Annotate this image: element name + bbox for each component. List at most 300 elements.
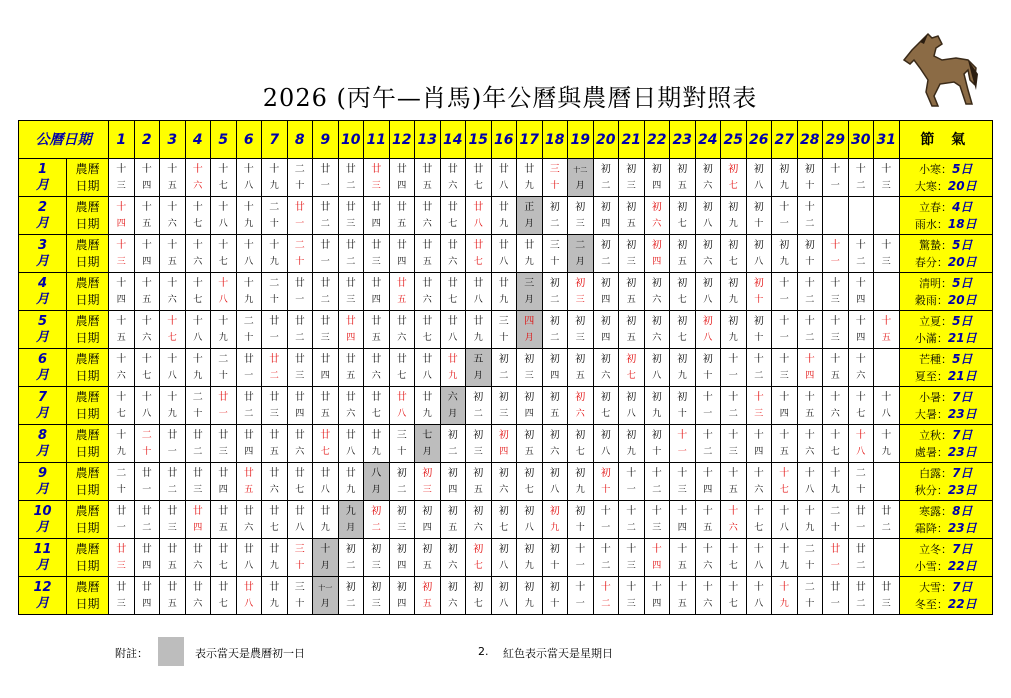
lunar-day-cell: [134, 387, 160, 425]
lunar-day-upper: 初: [600, 315, 611, 327]
lunar-day-lower: 七: [422, 332, 432, 343]
lunar-day-cell: [746, 539, 772, 577]
lunar-day-upper: 廿: [345, 315, 356, 327]
lunar-day-cell: [262, 577, 288, 615]
lunar-day-cell: [134, 349, 160, 387]
lunar-day-lower: 七: [167, 332, 177, 343]
jieqi-entry: [900, 351, 993, 368]
lunar-day-cell: [542, 311, 568, 349]
lunar-day-cell: [338, 311, 364, 349]
month-number: 12: [33, 579, 52, 595]
lunar-day-lower: 四: [320, 370, 330, 381]
lunar-day-lower: 七: [626, 370, 636, 381]
lunar-day-cell: [466, 425, 492, 463]
lunar-day-lower: 五: [448, 522, 458, 533]
lunar-day-cell: [262, 349, 288, 387]
lunar-day-lower: 三: [371, 598, 381, 609]
lunar-day-upper: 初: [600, 163, 611, 175]
jieqi-name: 大寒：: [914, 179, 948, 193]
lunar-day-lower: 四: [652, 598, 662, 609]
lunar-day-cell: [109, 463, 135, 501]
lunar-day-upper: 廿: [498, 277, 509, 289]
lunar-day-cell: [338, 425, 364, 463]
lunar-day-cell: [313, 539, 339, 577]
lunar-day-upper: 十: [753, 505, 764, 517]
lunar-day-cell: [644, 501, 670, 539]
lunar-day-upper: 初: [473, 505, 484, 517]
lunar-day-cell: [695, 501, 721, 539]
lunar-day-cell: [466, 235, 492, 273]
lunar-day-upper: 十: [830, 277, 841, 289]
lunar-day-upper: 十: [728, 543, 739, 555]
lunar-day-upper: 初: [396, 581, 407, 593]
header-day-28: 28: [797, 121, 823, 159]
lunar-day-upper: 初: [651, 429, 662, 441]
lunar-day-upper: 廿: [371, 201, 382, 213]
lunar-day-upper: 十: [881, 163, 892, 175]
lunar-day-cell: [338, 197, 364, 235]
lunar-day-cell: [721, 463, 747, 501]
lunar-day-lower: 三: [371, 560, 381, 571]
lunar-day-lower: 四: [397, 598, 407, 609]
lunar-day-upper: 廿: [269, 353, 280, 365]
lunar-day-upper: 廿: [345, 353, 356, 365]
lunar-day-lower: 十: [805, 598, 815, 609]
lunar-day-cell: [695, 197, 721, 235]
lunar-day-lower: 三: [881, 180, 891, 191]
date-label: 日期: [75, 330, 100, 345]
lunar-day-lower: 六: [550, 446, 560, 457]
lunar-day-cell: [313, 387, 339, 425]
lunar-day-cell: [670, 463, 696, 501]
lunar-day-upper: 初: [345, 581, 356, 593]
lunar-day-upper: 初: [473, 467, 484, 479]
lunar-day-upper: 初: [779, 239, 790, 251]
lunar-day-upper: 廿: [396, 391, 407, 403]
lunar-label: 農曆: [75, 503, 100, 518]
lunar-day-upper: 廿: [116, 505, 127, 517]
lunar-day-upper: 初: [575, 467, 586, 479]
header-day-3: 3: [160, 121, 186, 159]
lunar-day-cell: [236, 311, 262, 349]
lunar-day-cell: [619, 387, 645, 425]
lunar-day-lower: 四: [142, 560, 152, 571]
lunar-day-cell: [593, 425, 619, 463]
lunar-day-lower: 八: [524, 522, 534, 533]
lunar-day-cell: [542, 159, 568, 197]
lunar-day-cell: [823, 387, 849, 425]
lunar-day-lower: 六: [193, 560, 203, 571]
lunar-day-upper: 初: [626, 277, 637, 289]
lunar-day-upper: 十: [881, 315, 892, 327]
lunar-day-lower: 八: [499, 256, 509, 267]
lunar-day-upper: 十: [753, 429, 764, 441]
lunar-day-lower: 十: [295, 256, 305, 267]
lunar-day-upper: 初: [728, 315, 739, 327]
lunar-day-cell: [415, 501, 441, 539]
lunar-day-cell: [415, 425, 441, 463]
lunar-day-cell: [797, 349, 823, 387]
date-label: 日期: [75, 254, 100, 269]
lunar-day-lower: 三: [116, 560, 126, 571]
date-label: 日期: [75, 406, 100, 421]
lunar-day-cell: [185, 387, 211, 425]
lunar-day-cell: [134, 425, 160, 463]
lunar-day-upper: 廿: [294, 429, 305, 441]
lunar-day-lower: 四: [677, 522, 687, 533]
lunar-day-cell: [211, 387, 237, 425]
lunar-day-upper: 初: [524, 505, 535, 517]
lunar-day-upper: 十二: [573, 165, 588, 174]
lunar-day-cell: [134, 197, 160, 235]
jieqi-date: 23日: [947, 520, 977, 535]
lunar-day-upper: 十: [243, 201, 254, 213]
lunar-day-upper: 十: [779, 429, 790, 441]
empty-day-cell: [874, 197, 900, 235]
lunar-day-lower: 九: [677, 370, 687, 381]
lunar-day-upper: 十: [218, 315, 229, 327]
lunar-day-lower: 二: [856, 560, 866, 571]
lunar-day-cell: [262, 273, 288, 311]
lunar-day-upper: 十: [855, 429, 866, 441]
lunar-day-cell: [695, 273, 721, 311]
lunar-day-cell: [593, 349, 619, 387]
lunar-day-upper: 初: [447, 467, 458, 479]
lunar-day-cell: [619, 159, 645, 197]
lunar-day-upper: 廿: [498, 163, 509, 175]
lunar-day-lower: 四: [397, 560, 407, 571]
lunar-day-cell: [848, 501, 874, 539]
month-row: [19, 197, 993, 235]
lunar-day-lower: 六: [448, 256, 458, 267]
lunar-day-lower: 五: [881, 332, 891, 343]
lunar-day-upper: 初: [575, 201, 586, 213]
lunar-day-cell: [670, 425, 696, 463]
lunar-day-lower: 九: [881, 446, 891, 457]
lunar-day-lower: 二: [295, 332, 305, 343]
lunar-day-lower: 九: [652, 408, 662, 419]
lunar-day-lower: 三: [575, 294, 585, 305]
lunar-day-cell: [772, 463, 798, 501]
lunar-day-cell: [338, 387, 364, 425]
lunar-day-cell: [721, 197, 747, 235]
lunar-day-upper: 十: [855, 277, 866, 289]
lunar-day-lower: 三: [779, 370, 789, 381]
lunar-day-upper: 十: [167, 353, 178, 365]
lunar-day-upper: 廿: [345, 277, 356, 289]
lunar-day-cell: [287, 273, 313, 311]
month-suffix: 月: [35, 177, 49, 193]
lunar-day-upper: 廿: [320, 277, 331, 289]
lunar-day-lower: 二: [626, 522, 636, 533]
lunar-day-cell: [287, 425, 313, 463]
lunar-day-cell: [491, 197, 517, 235]
lunar-day-lower: 一: [677, 446, 687, 457]
lunar-day-upper: 十: [626, 467, 637, 479]
lunar-day-cell: [134, 501, 160, 539]
month-suffix: 月: [35, 253, 49, 269]
lunar-day-cell: [619, 235, 645, 273]
lunar-day-cell: [772, 539, 798, 577]
lunar-day-upper: 十: [116, 239, 127, 251]
jieqi-date: 20日: [947, 292, 977, 307]
lunar-day-lower: 十: [754, 218, 764, 229]
lunar-day-cell: [364, 425, 390, 463]
lunar-day-cell: [262, 311, 288, 349]
lunar-day-upper: 十: [141, 201, 152, 213]
lunar-day-upper: 初: [728, 277, 739, 289]
lunar-day-lower: 八: [805, 484, 815, 495]
header-day-23: 23: [670, 121, 696, 159]
month-number: 7: [37, 389, 48, 405]
lunar-day-upper: 廿: [498, 239, 509, 251]
lunar-day-upper: 初: [600, 391, 611, 403]
lunar-day-upper: 十: [804, 467, 815, 479]
lunar-day-cell: [440, 197, 466, 235]
lunar-day-lower: 七: [142, 370, 152, 381]
lunar-day-upper: 廿: [422, 163, 433, 175]
header-row: [19, 121, 993, 159]
lunar-day-lower: 六: [652, 332, 662, 343]
jieqi-date: 7日: [952, 541, 973, 556]
lunar-day-cell: [236, 577, 262, 615]
jieqi-cell: [899, 425, 993, 463]
lunar-day-upper: 廿: [116, 543, 127, 555]
lunar-day-upper: 十: [830, 467, 841, 479]
lunar-day-cell: [287, 539, 313, 577]
lunar-day-upper: 廿: [422, 315, 433, 327]
jieqi-header: 節 氣: [899, 121, 993, 159]
lunar-day-lower: 三: [677, 484, 687, 495]
lunar-day-lower: 六: [575, 408, 585, 419]
lunar-day-lower: 五: [218, 522, 228, 533]
lunar-day-lower: 三: [346, 218, 356, 229]
lunar-day-lower: 五: [167, 256, 177, 267]
lunar-day-cell: [517, 387, 543, 425]
jieqi-date: 5日: [952, 313, 973, 328]
lunar-day-cell: [287, 463, 313, 501]
lunar-day-cell: [670, 273, 696, 311]
lunar-day-lower: 二: [881, 522, 891, 533]
lunar-day-lower: 八: [499, 180, 509, 191]
lunar-day-cell: [491, 159, 517, 197]
lunar-day-upper: 廿: [192, 467, 203, 479]
lunar-day-upper: 十: [116, 201, 127, 213]
month-label: [19, 197, 67, 235]
lunar-day-cell: [797, 311, 823, 349]
lunar-day-upper: 初: [651, 163, 662, 175]
lunar-day-cell: [848, 387, 874, 425]
lunar-day-upper: 廿: [243, 467, 254, 479]
lunar-day-cell: [415, 577, 441, 615]
lunar-day-lower: 八: [754, 560, 764, 571]
lunar-day-lower: 十: [550, 560, 560, 571]
lunar-day-upper: 十: [218, 201, 229, 213]
lunar-day-cell: [466, 273, 492, 311]
lunar-day-upper: 廿: [269, 543, 280, 555]
lunar-day-upper: 十: [881, 239, 892, 251]
lunar-day-cell: [695, 159, 721, 197]
lunar-day-lower: 二: [346, 180, 356, 191]
lunar-day-cell: [619, 577, 645, 615]
jieqi-name: 處暑：: [914, 445, 948, 459]
lunar-day-lower: 四: [346, 332, 356, 343]
lunar-day-upper: 廿: [345, 201, 356, 213]
lunar-day-lower: 四: [779, 408, 789, 419]
month-label: [19, 311, 67, 349]
lunar-day-upper: 廿: [422, 353, 433, 365]
lunar-day-cell: [568, 501, 594, 539]
lunar-day-upper: 廿: [167, 543, 178, 555]
lunar-day-upper: 二: [294, 163, 305, 175]
lunar-day-lower: 二: [856, 598, 866, 609]
lunar-day-cell: [466, 539, 492, 577]
lunar-label: 農曆: [75, 275, 100, 290]
lunar-day-lower: 六: [167, 218, 177, 229]
lunar-day-lower: 七: [728, 598, 738, 609]
lunar-day-lower: 三: [575, 332, 585, 343]
jieqi-date: 21日: [947, 368, 977, 383]
lunar-day-lower: 九: [524, 256, 534, 267]
lunar-day-lower: 一: [830, 180, 840, 191]
lunar-day-upper: 十: [167, 201, 178, 213]
lunar-day-lower: 三: [397, 522, 407, 533]
lunar-day-lower: 七: [728, 180, 738, 191]
lunar-day-cell: [364, 463, 390, 501]
lunar-day-upper: 三: [524, 277, 535, 289]
lunar-day-lower: 五: [728, 484, 738, 495]
lunar-day-cell: [517, 159, 543, 197]
lunar-day-cell: [593, 159, 619, 197]
lunar-day-cell: [746, 235, 772, 273]
header-day-17: 17: [517, 121, 543, 159]
lunar-day-upper: 十: [779, 581, 790, 593]
lunar-day-cell: [670, 159, 696, 197]
lunar-day-lower: 一: [244, 370, 254, 381]
jieqi-cell: [899, 273, 993, 311]
lunar-label: 農曆: [75, 541, 100, 556]
lunar-day-cell: [211, 197, 237, 235]
lunar-day-lower: 十: [550, 180, 560, 191]
lunar-day-cell: [491, 273, 517, 311]
lunar-day-cell: [287, 235, 313, 273]
lunar-day-cell: [517, 577, 543, 615]
lunar-day-lower: 三: [422, 484, 432, 495]
lunar-day-upper: 廿: [371, 353, 382, 365]
lunar-day-cell: [236, 463, 262, 501]
lunar-day-cell: [491, 463, 517, 501]
lunar-label: 農曆: [75, 389, 100, 404]
lunar-day-cell: [211, 501, 237, 539]
lunar-day-lower: 八: [473, 294, 483, 305]
lunar-day-lower: 四: [397, 180, 407, 191]
lunar-day-cell: [670, 387, 696, 425]
lunar-day-lower: 五: [142, 294, 152, 305]
jieqi-entry: [900, 178, 993, 195]
lunar-day-lower: 三: [499, 408, 509, 419]
lunar-day-lower: 十: [295, 560, 305, 571]
lunar-day-lower: 二: [805, 218, 815, 229]
lunar-day-upper: 初: [600, 429, 611, 441]
lunar-day-lower: 六: [448, 598, 458, 609]
lunar-day-cell: [874, 577, 900, 615]
lunar-day-upper: 十: [779, 353, 790, 365]
lunar-day-upper: 二: [855, 467, 866, 479]
month-number: 5: [37, 313, 48, 329]
lunar-day-upper: 廿: [294, 315, 305, 327]
jieqi-entry: [900, 482, 993, 499]
lunar-day-cell: [670, 577, 696, 615]
lunar-day-upper: 廿: [218, 391, 229, 403]
lunar-day-cell: [109, 349, 135, 387]
lunar-day-cell: [236, 539, 262, 577]
lunar-day-upper: 初: [473, 391, 484, 403]
jieqi-cell: [899, 197, 993, 235]
lunar-day-cell: [670, 539, 696, 577]
lunar-day-lower: 八: [550, 484, 560, 495]
lunar-day-upper: 十: [855, 163, 866, 175]
jieqi-name: 冬至：: [914, 597, 948, 611]
lunar-day-upper: 初: [651, 391, 662, 403]
lunar-day-upper: 十: [728, 467, 739, 479]
lunar-day-upper: 初: [473, 429, 484, 441]
lunar-day-lower: 五: [167, 560, 177, 571]
lunar-day-upper: 廿: [422, 391, 433, 403]
lunar-day-upper: 十: [779, 505, 790, 517]
lunar-day-lower: 九: [626, 446, 636, 457]
lunar-day-upper: 十: [804, 277, 815, 289]
jieqi-entry: [900, 444, 993, 461]
lunar-day-upper: 四: [524, 315, 535, 327]
lunar-day-upper: 初: [728, 163, 739, 175]
lunar-day-lower: 七: [524, 484, 534, 495]
lunar-day-cell: [746, 425, 772, 463]
lunar-day-upper: 十: [167, 277, 178, 289]
lunar-day-upper: 十: [600, 505, 611, 517]
lunar-day-upper: 廿: [881, 581, 892, 593]
jieqi-cell: [899, 159, 993, 197]
lunar-day-cell: [287, 501, 313, 539]
lunar-day-lower: 七: [473, 598, 483, 609]
lunar-day-cell: [338, 577, 364, 615]
date-label: 日期: [75, 292, 100, 307]
lunar-day-cell: [746, 577, 772, 615]
lunar-day-cell: [695, 577, 721, 615]
lunar-day-upper: 廿: [243, 353, 254, 365]
lunar-day-lower: 三: [524, 370, 534, 381]
jieqi-entry: [900, 313, 993, 330]
lunar-day-lower: 六: [244, 522, 254, 533]
month-row: [19, 159, 993, 197]
lunar-day-upper: 正: [524, 201, 535, 213]
lunar-day-upper: 十: [320, 543, 331, 555]
lunar-day-lower: 八: [193, 332, 203, 343]
lunar-day-lower: 六: [422, 294, 432, 305]
lunar-day-cell: [542, 273, 568, 311]
lunar-day-upper: 十: [116, 315, 127, 327]
lunar-day-upper: 三: [549, 163, 560, 175]
lunar-day-cell: [364, 197, 390, 235]
lunar-day-upper: 廿: [447, 315, 458, 327]
lunar-day-upper: 初: [473, 543, 484, 555]
header-day-1: 1: [109, 121, 135, 159]
month-suffix: 月: [35, 481, 49, 497]
header-day-12: 12: [389, 121, 415, 159]
lunar-day-cell: [797, 501, 823, 539]
lunar-day-lower: 七: [448, 294, 458, 305]
lunar-day-cell: [211, 463, 237, 501]
lunar-day-upper: 廿: [396, 201, 407, 213]
